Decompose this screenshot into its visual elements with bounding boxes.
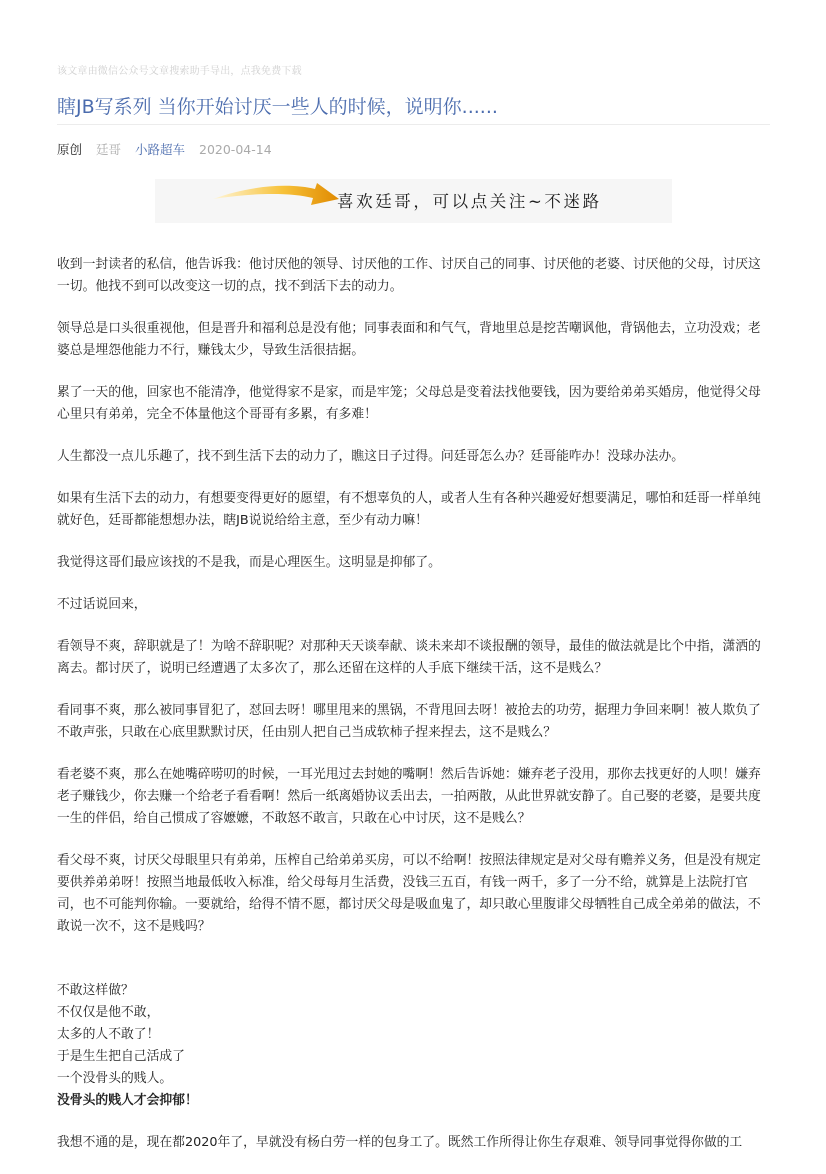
arrow-icon (211, 179, 341, 223)
paragraph: 累了一天的他，回家也不能清净，他觉得家不是家，而是牢笼；父母总是变着法找他要钱，因为要给弟弟买婚房，他觉得父母心里只有弟弟，完全不体量他这个哥哥有多累，有多难！ (57, 385, 761, 422)
paragraph: 看领导不爽，辞职就是了！为啥不辞职呢？对那种天天谈奉献、谈未来却不谈报酬的领导，最佳的做法就是比个中指，潇洒的离去。都讨厌了，说明已经遭遇了太多次了，那么还留在这样的人手底下继续干活，这不是贱么？ (57, 639, 761, 676)
paragraph: 收到一封读者的私信，他告诉我：他讨厌他的领导、讨厌他的工作、讨厌自己的同事、讨厌他的老婆、讨厌他的父母，讨厌这一切。他找不到可以改变这一切的点，找不到活下去的动力。 (57, 257, 761, 294)
article-body (57, 254, 769, 1174)
paragraph: 我觉得这哥们最应该找的不是我，而是心理医生。这明显是抑郁了。 (57, 555, 441, 570)
author-name: 廷哥 (96, 142, 122, 157)
paragraph: 看老婆不爽，那么在她嘴碎唠叨的时候，一耳光甩过去封她的嘴啊！然后告诉她：嫌弃老子没用，那你去找更好的人呗！嫌弃老子赚钱少，你去赚一个给老子看看啊！然后一纸离婚协议丢出去，一拍两散，从此世界就安静了。自己娶的老婆，是要共度一生的伴侣，给自己惯成了容嬷嬷，不敢怒不敢言，只敢在心中讨厌，这不是贱么？ (57, 767, 761, 826)
short-line: 太多的人不敢了！ (57, 1027, 160, 1042)
short-line: 一个没骨头的贱人。 (57, 1071, 173, 1086)
paragraph: 看父母不爽，讨厌父母眼里只有弟弟，压榨自己给弟弟买房，可以不给啊！按照法律规定是对父母有赡养义务，但是没有规定要供养弟弟呀！按照当地最低收入标准，给父母每月生活费，没钱三五百，有钱一两千，多了一分不给，就算是上法院打官司，也不可能判你输。一要就给，给得不情不愿，都讨厌父母是吸血鬼了，却只敢心里腹诽父母牺牲自己成全弟弟的做法，不敢说一次不，这不是贱吗？ (57, 853, 761, 934)
paragraph: 不过话说回来， (57, 597, 147, 612)
short-line: 不敢这样做？ (57, 983, 134, 998)
export-notice[interactable]: 该文章由微信公众号文章搜索助手导出，点我免费下载 (57, 66, 302, 77)
article-title: 瞎JB写系列 当你开始讨厌一些人的时候，说明你...... (57, 96, 498, 118)
publish-date: 2020-04-14 (199, 142, 272, 157)
paragraph: 人生都没一点儿乐趣了，找不到生活下去的动力了，瞧这日子过得。问廷哥怎么办？廷哥能咋办！没球办法办。 (57, 449, 685, 464)
follow-banner (155, 179, 672, 223)
short-line: 于是生生把自己活成了 (57, 1049, 185, 1064)
bold-statement: 没骨头的贱人才会抑郁！ (57, 1093, 198, 1108)
article-meta (57, 140, 282, 158)
original-label: 原创 (57, 142, 83, 157)
spacer (57, 958, 769, 980)
banner-caption: 喜欢廷哥，可以点关注~不迷路 (337, 192, 602, 211)
paragraph: 看同事不爽，那么被同事冒犯了，怼回去呀！哪里甩来的黑锅，不背甩回去呀！被抢去的功劳，据理力争回来啊！被人欺负了不敢声张，只敢在心底里默默讨厌，任由别人把自己当成软柿子捏来捏去，这不是贱么？ (57, 703, 761, 740)
paragraph: 领导总是口头很重视他，但是晋升和福利总是没有他；同事表面和和气气，背地里总是挖苦嘲讽他，背锅他去，立功没戏；老婆总是埋怨他能力不行，赚钱太少，导致生活很拮据。 (57, 321, 761, 358)
paragraph: 我想不通的是，现在都2020年了，早就没有杨白劳一样的包身工了。既然工作所得让你生存艰难、领导同事觉得你做的工 (57, 1135, 743, 1150)
short-line: 不仅仅是他不敢， (57, 1005, 160, 1020)
paragraph: 如果有生活下去的动力，有想要变得更好的愿望，有不想辜负的人，或者人生有各种兴趣爱好想要满足，哪怕和廷哥一样单纯就好色，廷哥都能想想办法，瞎JB说说给给主意，至少有动力嘛！ (57, 491, 761, 528)
title-divider (57, 124, 770, 125)
account-link[interactable]: 小路超车 (135, 142, 186, 157)
